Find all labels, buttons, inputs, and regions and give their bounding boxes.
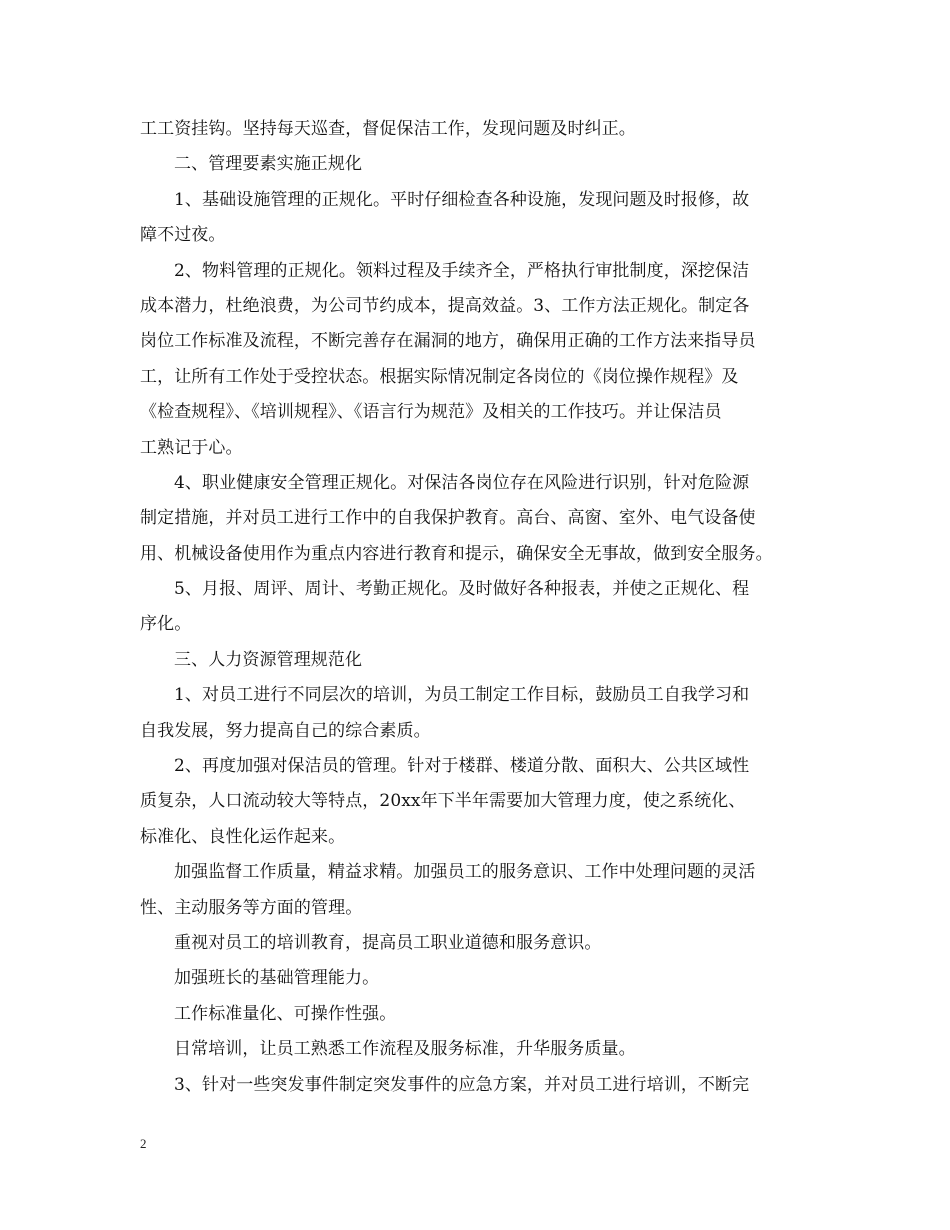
text-line: 质复杂，人口流动较大等特点，20xx年下半年需要加大管理力度，使之系统化、	[140, 791, 746, 812]
text-line: 成本潜力，杜绝浪费，为公司节约成本，提高效益。3、工作方法正规化。制定各	[140, 295, 750, 316]
text-line: 工工资挂钩。坚持每天巡查，督促保洁工作，发现问题及时纠正。	[140, 119, 636, 139]
text-line: 5、月报、周评、周计、考勤正规化。及时做好各种报表，并使之正规化、程	[174, 579, 750, 600]
text-line: 序化。	[140, 614, 192, 635]
text-line: 障不过夜。	[140, 225, 226, 246]
text-line: 用、机械设备使用作为重点内容进行教育和提示，确保安全无事故，做到安全服务。	[140, 543, 773, 564]
text-line: 标准化、良性化运作起来。	[140, 826, 346, 847]
text-line: 性、主动服务等方面的管理。	[140, 897, 363, 918]
text-line: 三、人力资源管理规范化	[174, 649, 363, 670]
text-line: 自我发展，努力提高自己的综合素质。	[140, 720, 431, 741]
text-line: 4、职业健康安全管理正规化。对保洁各岗位存在风险进行识别，针对危险源	[174, 472, 750, 493]
text-line: 重视对员工的培训教育，提高员工职业道德和服务意识。	[174, 932, 602, 953]
text-line: 3、针对一些突发事件制定突发事件的应急方案，并对员工进行培训，不断完	[174, 1074, 750, 1095]
text-line: 2、再度加强对保洁员的管理。针对于楼群、楼道分散、面积大、公共区域性	[174, 756, 750, 777]
text-line: 二、管理要素实施正规化	[174, 154, 363, 175]
body-text	[140, 112, 812, 1103]
text-line: 1、对员工进行不同层次的培训，为员工制定工作目标，鼓励员工自我学习和	[174, 685, 750, 706]
page-number: 2	[140, 1136, 147, 1151]
text-line: 1、基础设施管理的正规化。平时仔细检查各种设施，发现问题及时报修，故	[174, 189, 750, 210]
text-line: 工作标准量化、可操作性强。	[174, 1003, 397, 1024]
text-line: 《检查规程》、《培训规程》、《语言行为规范》及相关的工作技巧。并让保洁员	[140, 402, 722, 423]
text-line: 加强班长的基础管理能力。	[174, 968, 380, 989]
text-line: 工熟记于心。	[140, 437, 243, 458]
text-line: 岗位工作标准及流程，不断完善存在漏洞的地方，确保用正确的工作方法来指导员	[140, 331, 756, 352]
text-line: 加强监督工作质量，精益求精。加强员工的服务意识、工作中处理问题的灵活	[174, 862, 756, 883]
text-line: 2、物料管理的正规化。领料过程及手续齐全，严格执行审批制度，深挖保洁	[174, 260, 750, 281]
text-line: 工，让所有工作处于受控状态。根据实际情况制定各岗位的《岗位操作规程》及	[140, 366, 739, 387]
text-line: 制定措施，并对员工进行工作中的自我保护教育。高台、高窗、室外、电气设备使	[140, 508, 756, 529]
text-line: 日常培训，让员工熟悉工作流程及服务标准，升华服务质量。	[174, 1039, 636, 1060]
